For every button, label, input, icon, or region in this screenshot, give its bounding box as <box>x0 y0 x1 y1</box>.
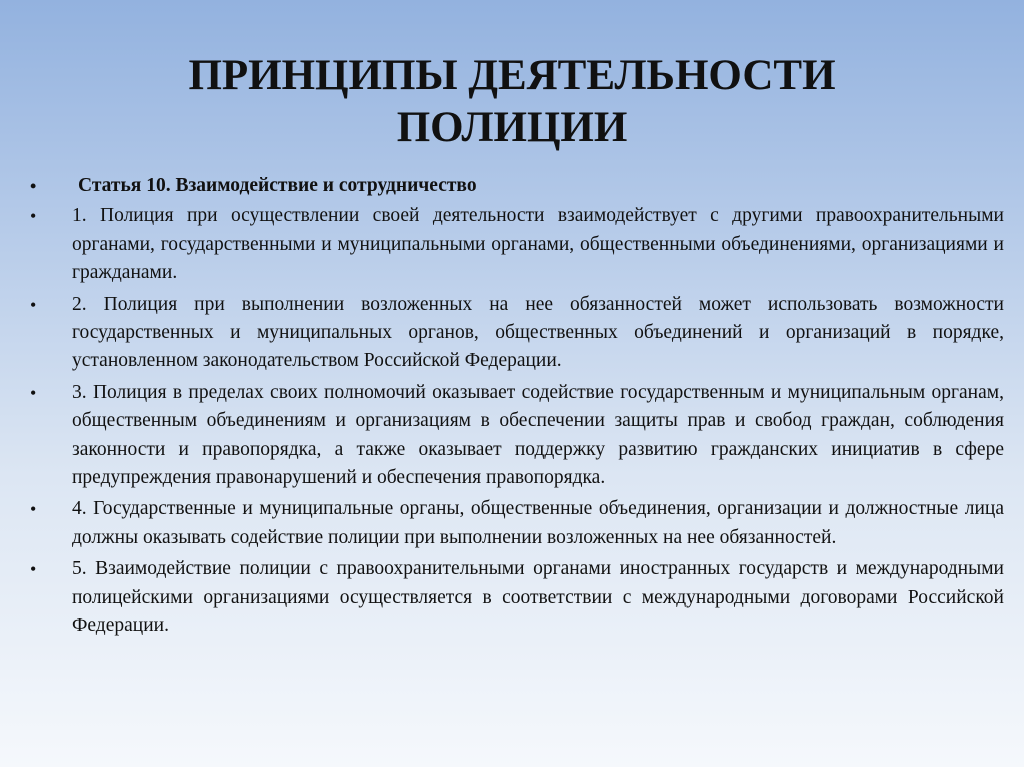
article-heading-item <box>22 172 1004 200</box>
list-item <box>22 555 1004 640</box>
bullet-icon: • <box>30 294 37 315</box>
slide-title-line-2: ПОЛИЦИИ <box>396 104 628 151</box>
list-item <box>22 202 1004 287</box>
bullet-icon: • <box>30 382 37 403</box>
list-item-text: 5. Взаимодействие полиции с правоохранительными органами иностранных государств и международными полицейскими организациями осуществляется в соответствии с международными договорами Российской Федерации. <box>72 558 1004 637</box>
slide-title-line-1: ПРИНЦИПЫ ДЕЯТЕЛЬНОСТИ <box>188 52 836 99</box>
bullet-icon: • <box>30 176 37 196</box>
bullet-icon: • <box>30 499 37 520</box>
list-item <box>22 291 1004 376</box>
list-item <box>22 495 1004 552</box>
bullet-icon: • <box>30 206 37 227</box>
article-heading-text: Статья 10. Взаимодействие и сотрудничество <box>78 175 477 196</box>
list-item-text: 3. Полиция в пределах своих полномочий оказывает содействие государственным и муниципальным органам, общественным объединениям и организациям в обеспечении защиты прав и свобод граждан, соблюдения законности и правопорядка, а также оказывает поддержку развитию гражданских инициатив в сфере предупреждения правонарушений и обеспечения правопорядка. <box>72 381 1004 489</box>
list-item <box>22 379 1004 493</box>
list-item-text: 4. Государственные и муниципальные органы, общественные объединения, организации и должностные лица должны оказывать содействие полиции при выполнении возложенных на нее обязанностей. <box>72 498 1004 548</box>
bullet-list <box>22 172 1004 644</box>
slide-title <box>60 50 964 154</box>
list-item-text: 2. Полиция при выполнении возложенных на нее обязанностей может использовать возможности государственных и муниципальных органов, общественных объединений и организаций в порядке, установленном законодательством Российской Федерации. <box>72 293 1004 372</box>
list-item-text: 1. Полиция при осуществлении своей деятельности взаимодействует с другими правоохранительными органами, государственными и муниципальными органами, общественными объединениями, организациями и гражданами. <box>72 205 1004 284</box>
bullet-icon: • <box>30 559 37 580</box>
